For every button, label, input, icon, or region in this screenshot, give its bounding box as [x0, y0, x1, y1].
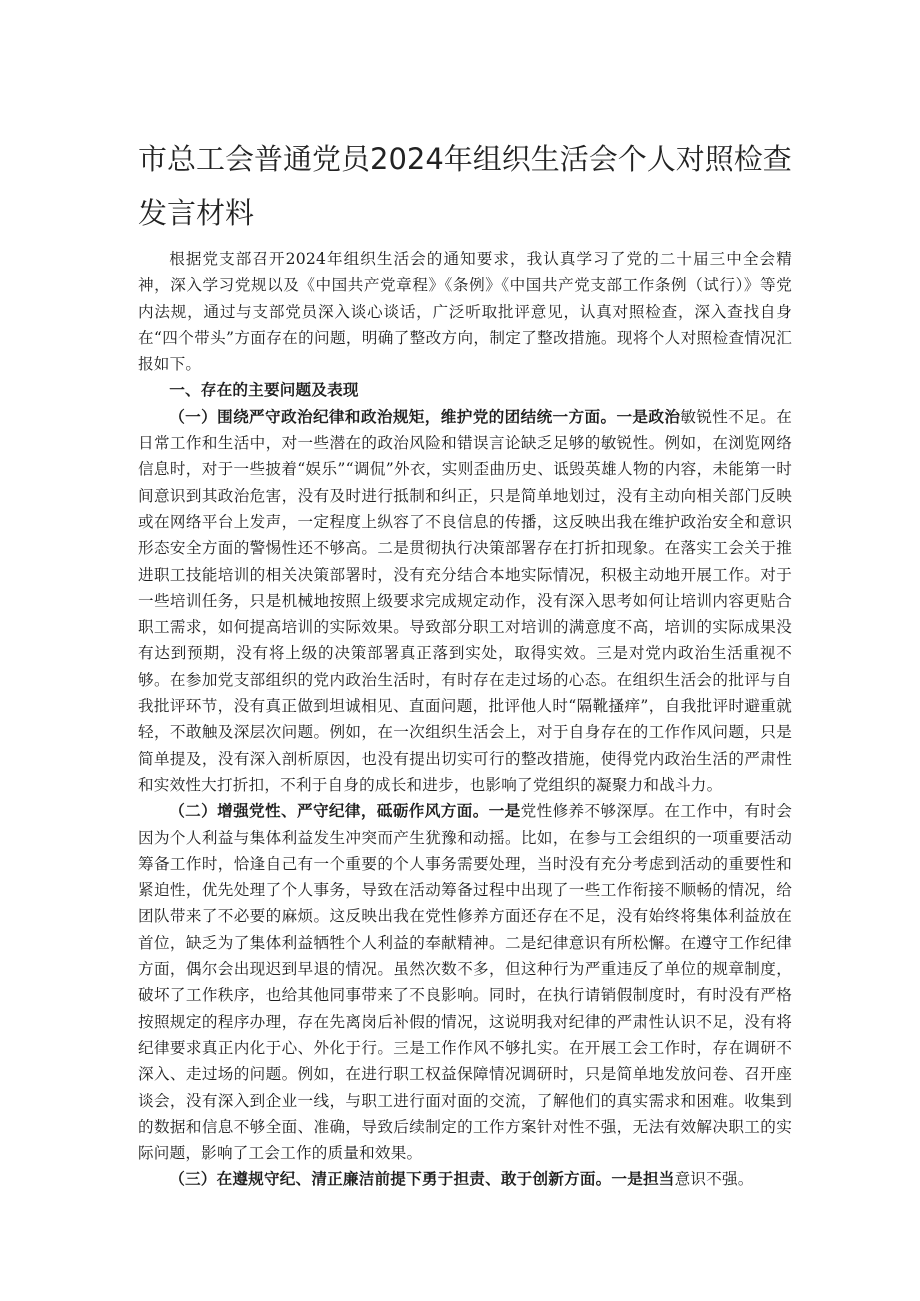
subsection-1-paragraph [138, 404, 792, 798]
title-line-1: 市总工会普通党员2024年组织生活会个人对照检查 [138, 142, 792, 176]
subsection-2-body: 党性修养不够深厚。在工作中，有时会因为个人利益与集体利益发生冲突而产生犹豫和动摇。比如，在参与工会组织的一项重要活动筹备工作时，恰逢自己有一个重要的个人事务需要处理，当时没有充分考虑到活动的重要性和紧迫性，优先处理了个人事务，导致在活动筹备过程中出现了一些工作衔接不顺畅的情况，给团队带来了不必要的麻烦。这反映出我在党性修养方面还存在不足，没有始终将集体利益放在首位，缺乏为了集体利益牺牲个人利益的奉献精神。二是纪律意识有所松懈。在遵守工作纪律方面，偶尔会出现迟到早退的情况。虽然次数不多，但这种行为严重违反了单位的规章制度，破坏了工作秩序，也给其他同事带来了不良影响。同时，在执行请销假制度时，有时没有严格按照规定的程序办理，存在先离岗后补假的情况，这说明我对纪律的严肃性认识不足，没有将纪律要求真正内化于心、外化于行。三是工作作风不够扎实。在开展工会工作时，存在调研不深入、走过场的问题。例如，在进行职工权益保障情况调研时，只是简单地发放问卷、召开座谈会，没有深入到企业一线，与职工进行面对面的交流，了解他们的真实需求和困难。收集到的数据和信息不够全面、准确，导致后续制定的工作方案针对性不强，无法有效解决职工的实际问题，影响了工会工作的质量和效果。 [138, 802, 793, 1163]
subsection-2-heading: （二）增强党性、严守纪律，砥砺作风方面。一是 [169, 801, 521, 821]
intro-paragraph: 根据党支部召开2024年组织生活会的通知要求，我认真学习了党的二十届三中全会精神，深入学习党规以及《中国共产党章程》《条例》《中国共产党支部工作条例（试行）》等党内法规，通过与支部党员深入谈心谈话，广泛听取批评意见，认真对照检查，深入查找自身在“四个带头”方面存在的问题，明确了整改方向，制定了整改措施。现将个人对照检查情况汇报如下。 [138, 250, 792, 374]
title-line-2: 发言材料 [138, 196, 255, 230]
section-heading-1: 一、存在的主要问题及表现 [169, 380, 359, 400]
document-title [138, 132, 798, 240]
subsection-2-paragraph [138, 798, 792, 1166]
subsection-3-body: 意识不强。 [674, 1170, 754, 1189]
subsection-3-heading: （三）在遵规守纪、清正廉洁前提下勇于担责、敢于创新方面。一是担当 [169, 1169, 675, 1189]
subsection-1-body: 敏锐性不足。在日常工作和生活中，对一些潜在的政治风险和错误言论缺乏足够的敏锐性。例如，在浏览网络信息时，对于一些披着“娱乐”“调侃”外衣，实则歪曲历史、诋毁英雄人物的内容，未能第一时间意识到其政治危害，没有及时进行抵制和纠正，只是简单地划过，没有主动向相关部门反映或在网络平台上发声，一定程度上纵容了不良信息的传播，这反映出我在维护政治安全和意识形态安全方面的警惕性还不够高。二是贯彻执行决策部署存在打折扣现象。在落实工会关于推进职工技能培训的相关决策部署时，没有充分结合本地实际情况，积极主动地开展工作。对于一些培训任务，只是机械地按照上级要求完成规定动作，没有深入思考如何让培训内容更贴合职工需求，如何提高培训的实际效果。导致部分职工对培训的满意度不高，培训的实际成果没有达到预期，没有将上级的决策部署真正落到实处，取得实效。三是对党内政治生活重视不够。在参加党支部组织的党内政治生活时，有时存在走过场的心态。在组织生活会的批评与自我批评环节，没有真正做到坦诚相见、直面问题，批评他人时“隔靴搔痒”，自我批评时避重就轻，不敢触及深层次问题。例如，在一次组织生活会上，对于自身存在的工作作风问题，只是简单提及，没有深入剖析原因，也没有提出切实可行的整改措施，使得党内政治生活的严肃性和实效性大打折扣，不利于自身的成长和进步，也影响了党组织的凝聚力和战斗力。 [138, 407, 792, 794]
document-body [138, 246, 792, 1193]
subsection-3-paragraph [138, 1166, 792, 1192]
subsection-1-heading: （一）围绕严守政治纪律和政治规矩，维护党的团结统一方面。一是政治 [169, 406, 681, 426]
